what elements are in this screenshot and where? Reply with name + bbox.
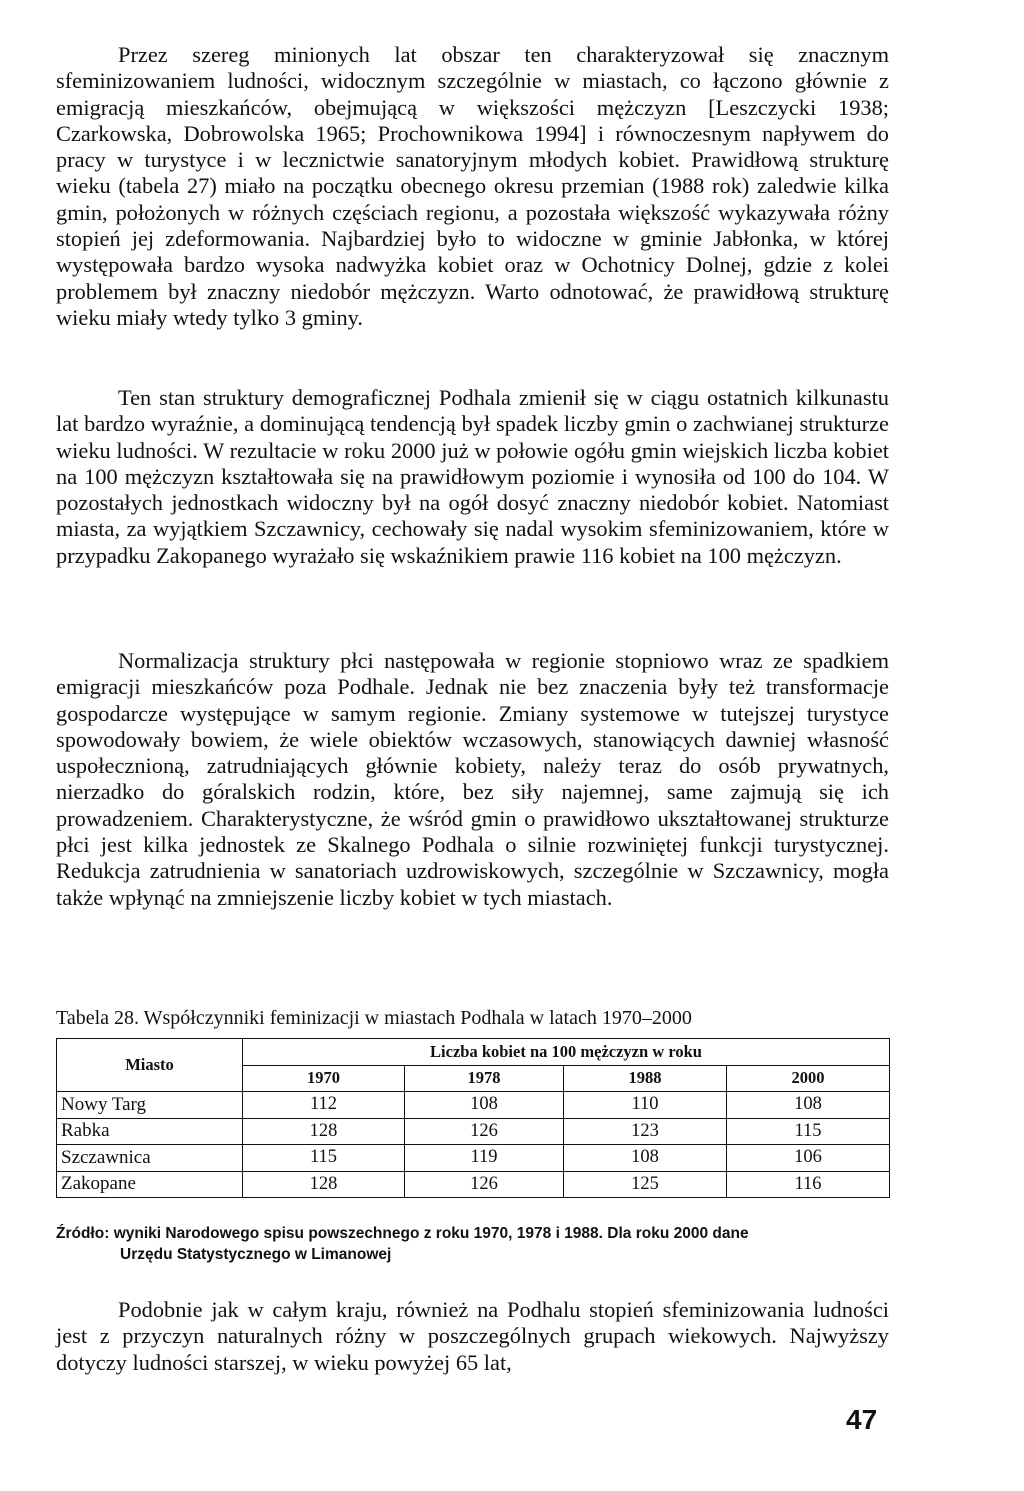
value-cell: 126 xyxy=(405,1171,564,1198)
paragraph-4: Podobnie jak w całym kraju, również na Podhalu stopień sfeminizowania ludności jest z przyczyn naturalnych różny w poszczególnych grupach wiekowych. Najwyższy dotyczy ludności starszej, w wieku powyżej 65 lat, xyxy=(56,1297,889,1375)
value-cell: 106 xyxy=(727,1145,890,1172)
city-cell: Szczawnica xyxy=(57,1145,243,1172)
table-header-row xyxy=(57,1039,890,1066)
column-header-year: 1978 xyxy=(405,1065,564,1092)
city-cell: Nowy Targ xyxy=(57,1092,243,1119)
value-cell: 108 xyxy=(564,1145,727,1172)
column-header-year: 1970 xyxy=(243,1065,405,1092)
value-cell: 128 xyxy=(243,1171,405,1198)
value-cell: 125 xyxy=(564,1171,727,1198)
source-text: wyniki Narodowego spisu powszechnego z roku 1970, 1978 i 1988. Dla roku 2000 dane xyxy=(113,1225,749,1242)
column-header-year: 2000 xyxy=(727,1065,890,1092)
value-cell: 119 xyxy=(405,1145,564,1172)
page-number: 47 xyxy=(846,1404,878,1435)
value-cell: 110 xyxy=(564,1092,727,1119)
table-caption: Tabela 28. Współczynniki feminizacji w miastach Podhala w latach 1970–2000 xyxy=(56,1007,692,1029)
table-row xyxy=(57,1145,890,1172)
value-cell: 126 xyxy=(405,1118,564,1145)
table-row xyxy=(57,1171,890,1198)
value-cell: 115 xyxy=(727,1118,890,1145)
value-cell: 112 xyxy=(243,1092,405,1119)
city-cell: Rabka xyxy=(57,1118,243,1145)
column-header-year: 1988 xyxy=(564,1065,727,1092)
paragraph-3: Normalizacja struktury płci następowała w regionie stopniowo wraz ze spadkiem emigracji mieszkańców poza Podhale. Jednak nie bez znaczenia były też transformacje gospodarcze występujące w samym regionie. Zmiany systemowe w tutejszej turystyce spowodowały bowiem, że wiele obiektów wczasowych, stanowiących dawniej własność uspołecznioną, zatrudniających głównie kobiety, należy teraz do osób prywatnych, nierzadko do góralskich rodzin, które, bez siły najemnej, same zajmują się ich prowadzeniem. Charakterystyczne, że wśród gmin o prawidłowo ukształtowanej strukturze płci jest kilka jednostek ze Skalnego Podhala o silnie rozwiniętej funkcji turystycznej. Redukcja zatrudnienia w sanatoriach uzdrowiskowych, szczególnie w Szczawnicy, mogła także wpłynąć na zmniejszenie liczby kobiet w tych miastach. xyxy=(56,648,889,910)
value-cell: 128 xyxy=(243,1118,405,1145)
source-text-continued: Urzędu Statystycznego w Limanowej xyxy=(120,1246,392,1263)
column-group-header: Liczba kobiet na 100 mężczyzn w roku xyxy=(243,1039,890,1066)
value-cell: 108 xyxy=(727,1092,890,1119)
column-header-city: Miasto xyxy=(57,1039,243,1092)
table-row xyxy=(57,1118,890,1145)
paragraph-2: Ten stan struktury demograficznej Podhala zmienił się w ciągu ostatnich kilkunastu lat bardzo wyraźnie, a dominującą tendencją był spadek liczby gmin o zachwianej strukturze wieku ludności. W rezultacie w roku 2000 już w połowie ogółu gmin wiejskich liczba kobiet na 100 mężczyzn kształtowała się na prawidłowym poziomie i wynosiła od 100 do 104. W pozostałych jednostkach widoczny był na ogół dosyć znaczny niedobór kobiet. Natomiast miasta, za wyjątkiem Szczawnicy, cechowały się nadal wysokim sfeminizowaniem, które w przypadku Zakopanego wyrażało się wskaźnikiem prawie 116 kobiet na 100 mężczyzn. xyxy=(56,385,889,568)
table-row xyxy=(57,1092,890,1119)
value-cell: 108 xyxy=(405,1092,564,1119)
feminization-table xyxy=(56,1038,890,1198)
value-cell: 116 xyxy=(727,1171,890,1198)
value-cell: 115 xyxy=(243,1145,405,1172)
table-source-note xyxy=(56,1223,896,1265)
value-cell: 123 xyxy=(564,1118,727,1145)
paragraph-1: Przez szereg minionych lat obszar ten charakteryzował się znacznym sfeminizowaniem ludności, widocznym szczególnie w miastach, co łączono głównie z emigracją mieszkańców, obejmującą w większości mężczyzn [Leszczycki 1938; Czarkowska, Dobrowolska 1965; Prochownikowa 1994] i równoczesnym napływem do pracy w turystyce i w lecznictwie sanatoryjnym młodych kobiet. Prawidłową strukturę wieku (tabela 27) miało na początku obecnego okresu przemian (1988 rok) zaledwie kilka gmin, położonych w różnych częściach regionu, a pozostała większość wykazywała różny stopień jej zdeformowania. Najbardziej było to widoczne w gminie Jabłonka, w której występowała bardzo wysoka nadwyżka kobiet oraz w Ochotnicy Dolnej, gdzie z kolei problemem był znaczny niedobór mężczyzn. Warto odnotować, że prawidłową strukturę wieku miały wtedy tylko 3 gminy. xyxy=(56,42,889,330)
source-label: Źródło: xyxy=(56,1225,110,1242)
city-cell: Zakopane xyxy=(57,1171,243,1198)
